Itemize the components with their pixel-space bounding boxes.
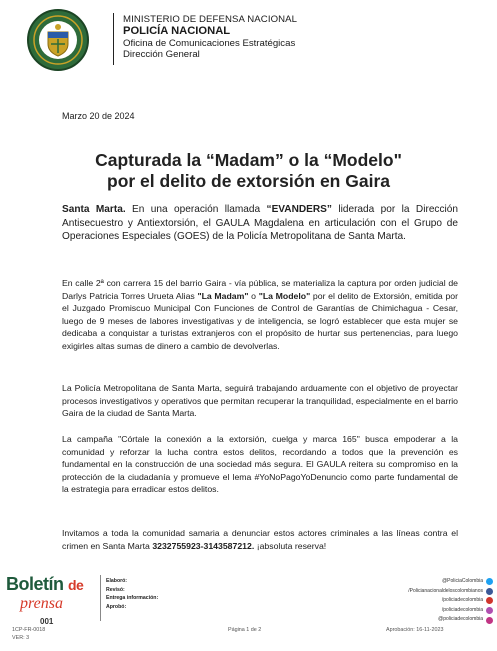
logo-word-prensa: prensa [20,595,63,612]
paragraph-1-text-b: liderada por la Dirección Antisecuestro y Antiextorsión, el GAULA Magdalena en articulación con el Grupo de Operaciones Especiales (GOES) de la Policía Metropolitana de Santa Marta. [62,204,458,242]
paragraph-4: La campaña "Córtale la conexión a la extorsión, cuelga y marca 165" busca empoderar a la comunidad y reforzar la lucha contra estos delitos, recordando a todos que la prevención es fundamental en la construcción de una sociedad más segura. El GAULA reitera su compromiso en la protección de la ciudadanía y promueve el lema #YoNoPagoYoDenuncio como parte fundamental de la estrategia para erradicar estos delitos. [62,434,458,494]
logo-word-de: de [67,577,84,593]
label-aprobo: Aprobó: [106,603,127,610]
social-facebook[interactable] [393,587,493,597]
office-name: Oficina de Comunicaciones Estratégicas [123,38,296,49]
social-youtube[interactable] [393,596,493,606]
alias-madam: "La Madam" [197,290,249,301]
phone-numbers: 3232755923-3143587212. [152,540,255,551]
city-name: Santa Marta. [62,204,126,215]
operation-name: “EVANDERS” [266,204,332,215]
approval-date: Aprobación: 16-11-2023 [386,627,444,633]
title-line-1: Capturada la “Madam” o la “Modelo" [95,150,402,170]
ministry-name: MINISTERIO DE DEFENSA NACIONAL [123,14,298,25]
social-twitter[interactable] [393,577,493,587]
release-date: Marzo 20 de 2024 [62,111,135,121]
page-title [40,150,457,192]
social-links [393,577,493,625]
paragraph-2-or: o [251,290,257,301]
social-instagram[interactable] [393,615,493,625]
page-number: Página 1 de 2 [228,627,262,633]
direction-name: Dirección General [123,49,200,60]
paragraph-3: La Policía Metropolitana de Santa Marta, seguirá trabajando arduamente con el objetivo de proyectar procesos investigativos y operativos que permitan recuperar la tranquilidad, especialmente en el barrio Gaira de la ciudad de Santa Marta. [62,383,458,418]
boletin-logo [6,574,92,618]
document-code [12,627,45,642]
title-line-2: por el delito de extorsión en Gaira [107,171,390,191]
social-flickr[interactable] [393,606,493,616]
label-entrega: Entrega información: [106,595,159,602]
label-reviso: Revisó: [106,586,125,593]
header-divider [113,13,114,65]
twitter-handle: @PoliciaColombia [442,578,483,584]
paragraph-1-text-a: En una operación llamada [132,204,261,215]
instagram-icon [486,617,493,624]
alias-modelo: "La Modelo" [258,290,311,301]
label-elaboro: Elaboró: [106,578,128,584]
paragraph-2 [62,277,458,352]
youtube-handle: /policiadecolombia [441,597,483,604]
doc-code: 1CP-FR-0018 [12,627,46,633]
youtube-icon [486,597,493,604]
police-seal-logo [26,8,90,72]
instagram-handle: @policiadecolombia [438,616,483,623]
facebook-handle: /Policianacionaldeloscolombianos [408,587,483,594]
approval-labels [106,577,158,611]
paragraph-5-text-a: Invitamos a toda la comunidad samaria a denunciar estos actores criminales a las líneas contra el crimen en Santa Marta [62,528,458,551]
paragraph-1 [62,203,458,244]
logo-word-boletin: Boletín [6,574,64,594]
flickr-icon [486,607,493,614]
police-name: POLICÍA NACIONAL [123,25,231,37]
facebook-icon [486,588,493,595]
doc-version: VER: 3 [12,634,30,641]
bulletin-number: 001 [40,617,54,626]
organization-block [123,14,297,60]
paragraph-5 [62,527,458,552]
paragraph-5-text-b: ¡absoluta reserva! [256,540,327,551]
paragraph-2-text-b: por el delito de Extorsión, emitida por el Juzgado Promiscuo Municipal Con Funciones de Control de Garantías de Chimichagua - Cesar, luego de 9 meses de labores investigativas y de inteligencia, se logró establecer que esta mujer se dedicaba a conquistar a turistas extranjeros con el propósito de hurtar sus pertenencias, para luego exigirles altas sumas de dinero a cambio de devolverlas. [62,290,458,351]
flickr-handle: /policiadecolombia [441,606,483,613]
footer-divider [100,575,101,621]
paragraph-2-text-a: En calle 2ª con carrera 15 del barrio Gaira - vía pública, se materializa la captura por orden judicial de Darlys Patricia Torres Urueta Alias [62,278,458,301]
twitter-icon [486,578,493,585]
